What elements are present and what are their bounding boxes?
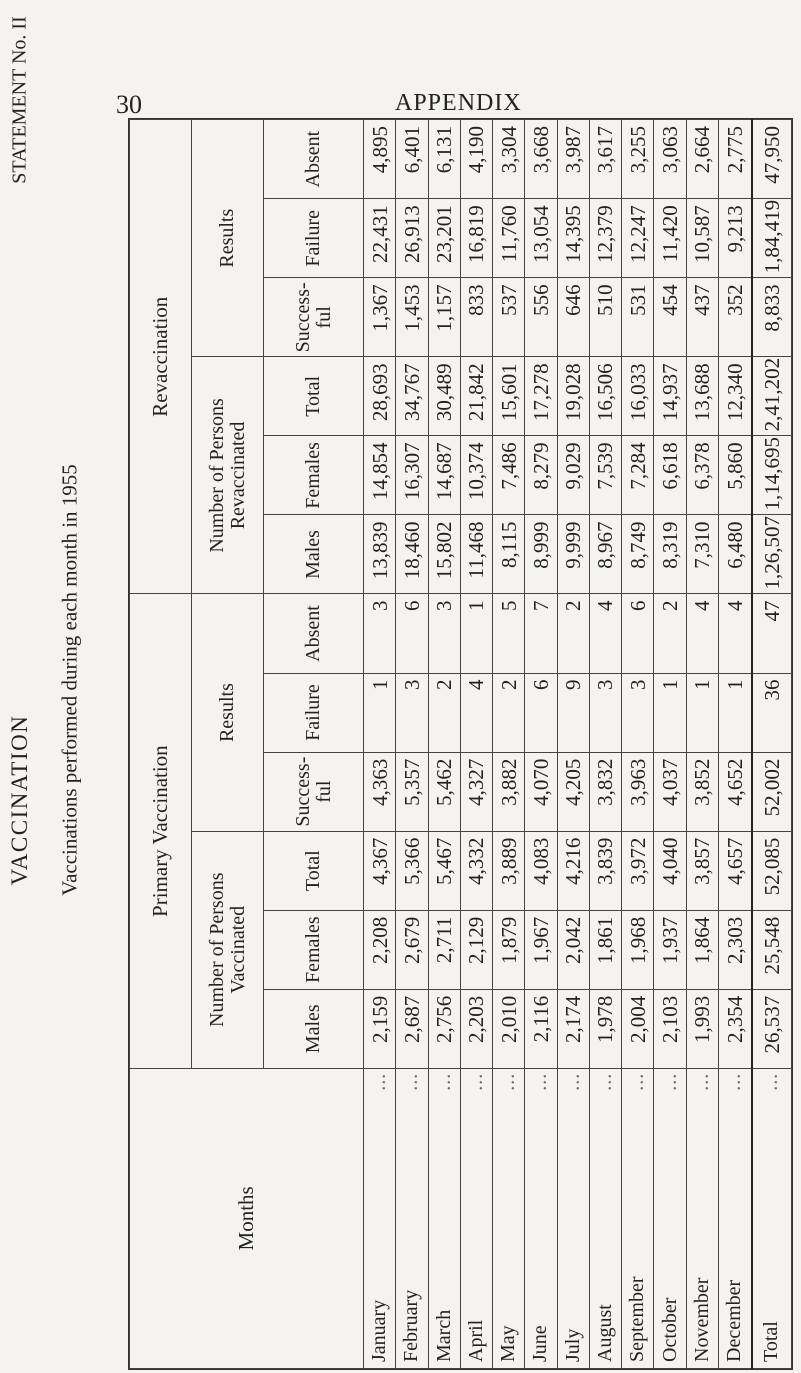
cell-r-total: 21,842 [460,357,492,436]
cell-p-males: 2,354 [718,989,751,1068]
leader-dots: ... [464,1072,487,1091]
revaccination-results-header: Results [192,120,264,357]
cell-r-males: 11,468 [460,515,492,594]
cell-r-males: 13,839 [364,515,396,594]
leader-dots: ... [368,1072,391,1091]
cell-p-success: 3,832 [589,752,621,831]
month-cell [460,1068,492,1368]
primary-results-header: Results [192,594,264,831]
persons-revaccinated-header: Number of Persons Revaccinated [192,357,264,594]
cell-r-females: 7,486 [493,436,525,515]
col-p-absent: Absent [264,594,364,673]
revaccination-header: Revaccination [130,120,192,595]
table-row [364,120,396,1369]
cell-p-total: 4,083 [525,831,557,910]
cell-r-males: 1,26,507 [752,515,792,594]
cell-r-males: 8,319 [654,515,686,594]
col-p-males: Males [264,989,364,1068]
cell-p-absent: 5 [493,594,525,673]
cell-r-absent: 4,190 [460,120,492,199]
cell-p-total: 3,889 [493,831,525,910]
cell-r-success: 510 [589,278,621,357]
leader-dots: ... [497,1072,520,1091]
cell-r-total: 14,937 [654,357,686,436]
vaccination-table-frame [128,118,793,1370]
month-cell [686,1068,718,1368]
cell-r-total: 13,688 [686,357,718,436]
cell-r-absent: 3,668 [525,120,557,199]
cell-p-total: 52,085 [752,831,792,910]
table-row [589,120,621,1369]
cell-r-absent: 3,304 [493,120,525,199]
cell-r-total: 17,278 [525,357,557,436]
leader-dots: ... [593,1072,616,1091]
cell-p-females: 2,129 [460,910,492,989]
month-cell [718,1068,751,1368]
cell-p-failure: 1 [364,673,396,752]
cell-p-absent: 2 [557,594,589,673]
cell-p-total: 4,216 [557,831,589,910]
cell-p-absent: 47 [752,594,792,673]
cell-r-success: 1,157 [428,278,460,357]
persons-vaccinated-header: Number of Persons Vaccinated [192,831,264,1068]
cell-p-absent: 3 [364,594,396,673]
cell-r-females: 7,539 [589,436,621,515]
cell-p-success: 4,205 [557,752,589,831]
cell-p-males: 2,103 [654,989,686,1068]
cell-r-failure: 26,913 [396,199,428,278]
cell-p-absent: 2 [654,594,686,673]
cell-r-total: 15,601 [493,357,525,436]
cell-p-females: 2,679 [396,910,428,989]
cell-p-absent: 6 [622,594,654,673]
vaccination-table-rotated [129,119,792,1369]
cell-r-males: 8,999 [525,515,557,594]
statement-number: STATEMENT No. II [8,16,31,184]
cell-r-failure: 9,213 [718,199,751,278]
cell-p-success: 4,037 [654,752,686,831]
cell-p-absent: 4 [686,594,718,673]
cell-r-success: 646 [557,278,589,357]
cell-p-females: 1,861 [589,910,621,989]
cell-p-males: 1,978 [589,989,621,1068]
cell-p-failure: 1 [686,673,718,752]
cell-r-success: 537 [493,278,525,357]
cell-p-success: 4,363 [364,752,396,831]
col-p-total: Total [264,831,364,910]
cell-r-females: 6,378 [686,436,718,515]
cell-r-failure: 12,247 [622,199,654,278]
cell-r-success: 352 [718,278,751,357]
cell-r-success: 1,453 [396,278,428,357]
cell-p-failure: 9 [557,673,589,752]
cell-p-females: 1,968 [622,910,654,989]
cell-r-males: 7,310 [686,515,718,594]
cell-p-females: 1,937 [654,910,686,989]
cell-p-total: 5,467 [428,831,460,910]
leader-dots: ... [400,1072,423,1091]
cell-r-absent: 4,895 [364,120,396,199]
col-r-absent: Absent [264,120,364,199]
cell-r-total: 16,033 [622,357,654,436]
cell-r-absent: 3,617 [589,120,621,199]
cell-p-success: 4,652 [718,752,751,831]
cell-r-females: 14,687 [428,436,460,515]
cell-p-success: 3,852 [686,752,718,831]
cell-p-males: 2,203 [460,989,492,1068]
cell-p-success: 5,462 [428,752,460,831]
cell-p-failure: 3 [396,673,428,752]
leader-dots: ... [658,1072,681,1091]
cell-p-males: 2,756 [428,989,460,1068]
cell-r-failure: 16,819 [460,199,492,278]
cell-p-females: 1,864 [686,910,718,989]
col-r-females: Females [264,436,364,515]
total-label-text: Total [760,1321,783,1362]
col-p-females: Females [264,910,364,989]
cell-r-males: 15,802 [428,515,460,594]
table-body [364,120,792,1369]
cell-r-absent: 6,131 [428,120,460,199]
cell-p-success: 4,070 [525,752,557,831]
cell-r-total: 19,028 [557,357,589,436]
leader-dots: ... [561,1072,584,1091]
month-name: April [464,1319,487,1362]
cell-r-success: 8,833 [752,278,792,357]
cell-p-success: 4,327 [460,752,492,831]
table-row [718,120,751,1369]
cell-p-total: 4,332 [460,831,492,910]
cell-r-absent: 6,401 [396,120,428,199]
running-head: APPENDIX [395,90,522,116]
cell-p-total: 5,366 [396,831,428,910]
cell-r-failure: 10,587 [686,199,718,278]
primary-vaccination-header: Primary Vaccination [130,594,192,1068]
cell-p-females: 2,303 [718,910,751,989]
cell-p-failure: 2 [493,673,525,752]
cell-p-success: 3,963 [622,752,654,831]
month-cell [396,1068,428,1368]
month-cell [364,1068,396,1368]
total-row [752,120,792,1369]
left-heading: VACCINATION [7,714,32,886]
leader-dots: ... [529,1072,552,1091]
cell-p-males: 2,687 [396,989,428,1068]
cell-r-total: 12,340 [718,357,751,436]
month-cell [622,1068,654,1368]
month-cell [654,1068,686,1368]
table-caption: Vaccinations performed during each month in 1955 [57,464,82,896]
table-row [460,120,492,1369]
cell-p-absent: 7 [525,594,557,673]
cell-p-females: 2,042 [557,910,589,989]
cell-r-absent: 2,664 [686,120,718,199]
cell-p-failure: 3 [622,673,654,752]
page-number: 30 [116,90,142,119]
col-r-failure: Failure [264,199,364,278]
cell-p-failure: 1 [718,673,751,752]
cell-r-total: 16,506 [589,357,621,436]
table-row [396,120,428,1369]
cell-p-total: 4,040 [654,831,686,910]
cell-r-success: 454 [654,278,686,357]
cell-r-success: 531 [622,278,654,357]
table-row [622,120,654,1369]
cell-r-failure: 22,431 [364,199,396,278]
cell-r-total: 34,767 [396,357,428,436]
cell-r-absent: 2,775 [718,120,751,199]
month-name: July [561,1328,584,1362]
cell-p-absent: 6 [396,594,428,673]
table-row [557,120,589,1369]
col-p-failure: Failure [264,673,364,752]
cell-p-absent: 4 [589,594,621,673]
cell-r-total: 28,693 [364,357,396,436]
cell-r-males: 8,115 [493,515,525,594]
cell-r-males: 18,460 [396,515,428,594]
cell-p-females: 1,967 [525,910,557,989]
cell-r-females: 1,14,695 [752,436,792,515]
cell-p-failure: 4 [460,673,492,752]
cell-r-success: 833 [460,278,492,357]
table-row [525,120,557,1369]
month-name: February [400,1289,423,1362]
cell-r-absent: 3,255 [622,120,654,199]
cell-p-success: 52,002 [752,752,792,831]
cell-p-failure: 1 [654,673,686,752]
cell-p-failure: 6 [525,673,557,752]
cell-p-males: 2,116 [525,989,557,1068]
month-name: November [690,1277,713,1362]
cell-r-absent: 47,950 [752,120,792,199]
table-row [493,120,525,1369]
cell-p-males: 1,993 [686,989,718,1068]
cell-p-total: 3,972 [622,831,654,910]
month-cell [557,1068,589,1368]
cell-r-success: 556 [525,278,557,357]
cell-r-failure: 12,379 [589,199,621,278]
month-name: June [529,1325,552,1362]
month-name: January [368,1299,391,1362]
cell-p-absent: 1 [460,594,492,673]
cell-p-males: 2,004 [622,989,654,1068]
month-cell [428,1068,460,1368]
cell-r-males: 8,967 [589,515,621,594]
cell-p-males: 2,174 [557,989,589,1068]
cell-p-females: 2,711 [428,910,460,989]
cell-r-failure: 11,420 [654,199,686,278]
cell-p-males: 2,010 [493,989,525,1068]
cell-p-females: 1,879 [493,910,525,989]
col-r-males: Males [264,515,364,594]
cell-r-males: 6,480 [718,515,751,594]
cell-r-failure: 1,84,419 [752,199,792,278]
cell-p-absent: 3 [428,594,460,673]
month-name: September [626,1276,649,1362]
cell-p-failure: 3 [589,673,621,752]
cell-r-failure: 11,760 [493,199,525,278]
cell-p-failure: 2 [428,673,460,752]
month-cell [525,1068,557,1368]
cell-r-females: 5,860 [718,436,751,515]
table-row [654,120,686,1369]
cell-r-absent: 3,063 [654,120,686,199]
total-label [752,1068,792,1368]
month-cell [589,1068,621,1368]
cell-r-females: 7,284 [622,436,654,515]
month-name: December [723,1279,746,1362]
cell-r-males: 8,749 [622,515,654,594]
cell-p-total: 4,367 [364,831,396,910]
cell-p-males: 26,537 [752,989,792,1068]
col-p-success: Success-ful [264,752,364,831]
cell-r-females: 8,279 [525,436,557,515]
cell-p-success: 3,882 [493,752,525,831]
cell-r-females: 14,854 [364,436,396,515]
cell-r-males: 9,999 [557,515,589,594]
cell-p-females: 2,208 [364,910,396,989]
cell-r-failure: 23,201 [428,199,460,278]
leader-dots: ... [432,1072,455,1091]
leader-dots: ... [723,1072,746,1091]
cell-r-success: 1,367 [364,278,396,357]
leader-dots: ... [760,1072,783,1091]
vaccination-table [129,119,792,1369]
cell-r-failure: 13,054 [525,199,557,278]
table-row [686,120,718,1369]
cell-r-success: 437 [686,278,718,357]
month-name: August [593,1304,616,1362]
months-header: Months [130,1068,364,1368]
cell-r-females: 9,029 [557,436,589,515]
cell-r-total: 30,489 [428,357,460,436]
month-name: March [432,1309,455,1362]
cell-r-females: 16,307 [396,436,428,515]
month-name: May [497,1325,520,1362]
cell-r-females: 6,618 [654,436,686,515]
cell-r-females: 10,374 [460,436,492,515]
cell-r-total: 2,41,202 [752,357,792,436]
cell-p-failure: 36 [752,673,792,752]
cell-r-absent: 3,987 [557,120,589,199]
leader-dots: ... [626,1072,649,1091]
col-r-success: Success-ful [264,278,364,357]
month-name: October [658,1297,681,1362]
table-row [428,120,460,1369]
cell-p-total: 3,857 [686,831,718,910]
col-r-total: Total [264,357,364,436]
cell-p-absent: 4 [718,594,751,673]
cell-r-failure: 14,395 [557,199,589,278]
cell-p-males: 2,159 [364,989,396,1068]
leader-dots: ... [690,1072,713,1091]
cell-p-total: 4,657 [718,831,751,910]
cell-p-total: 3,839 [589,831,621,910]
month-cell [493,1068,525,1368]
cell-p-females: 25,548 [752,910,792,989]
cell-p-success: 5,357 [396,752,428,831]
